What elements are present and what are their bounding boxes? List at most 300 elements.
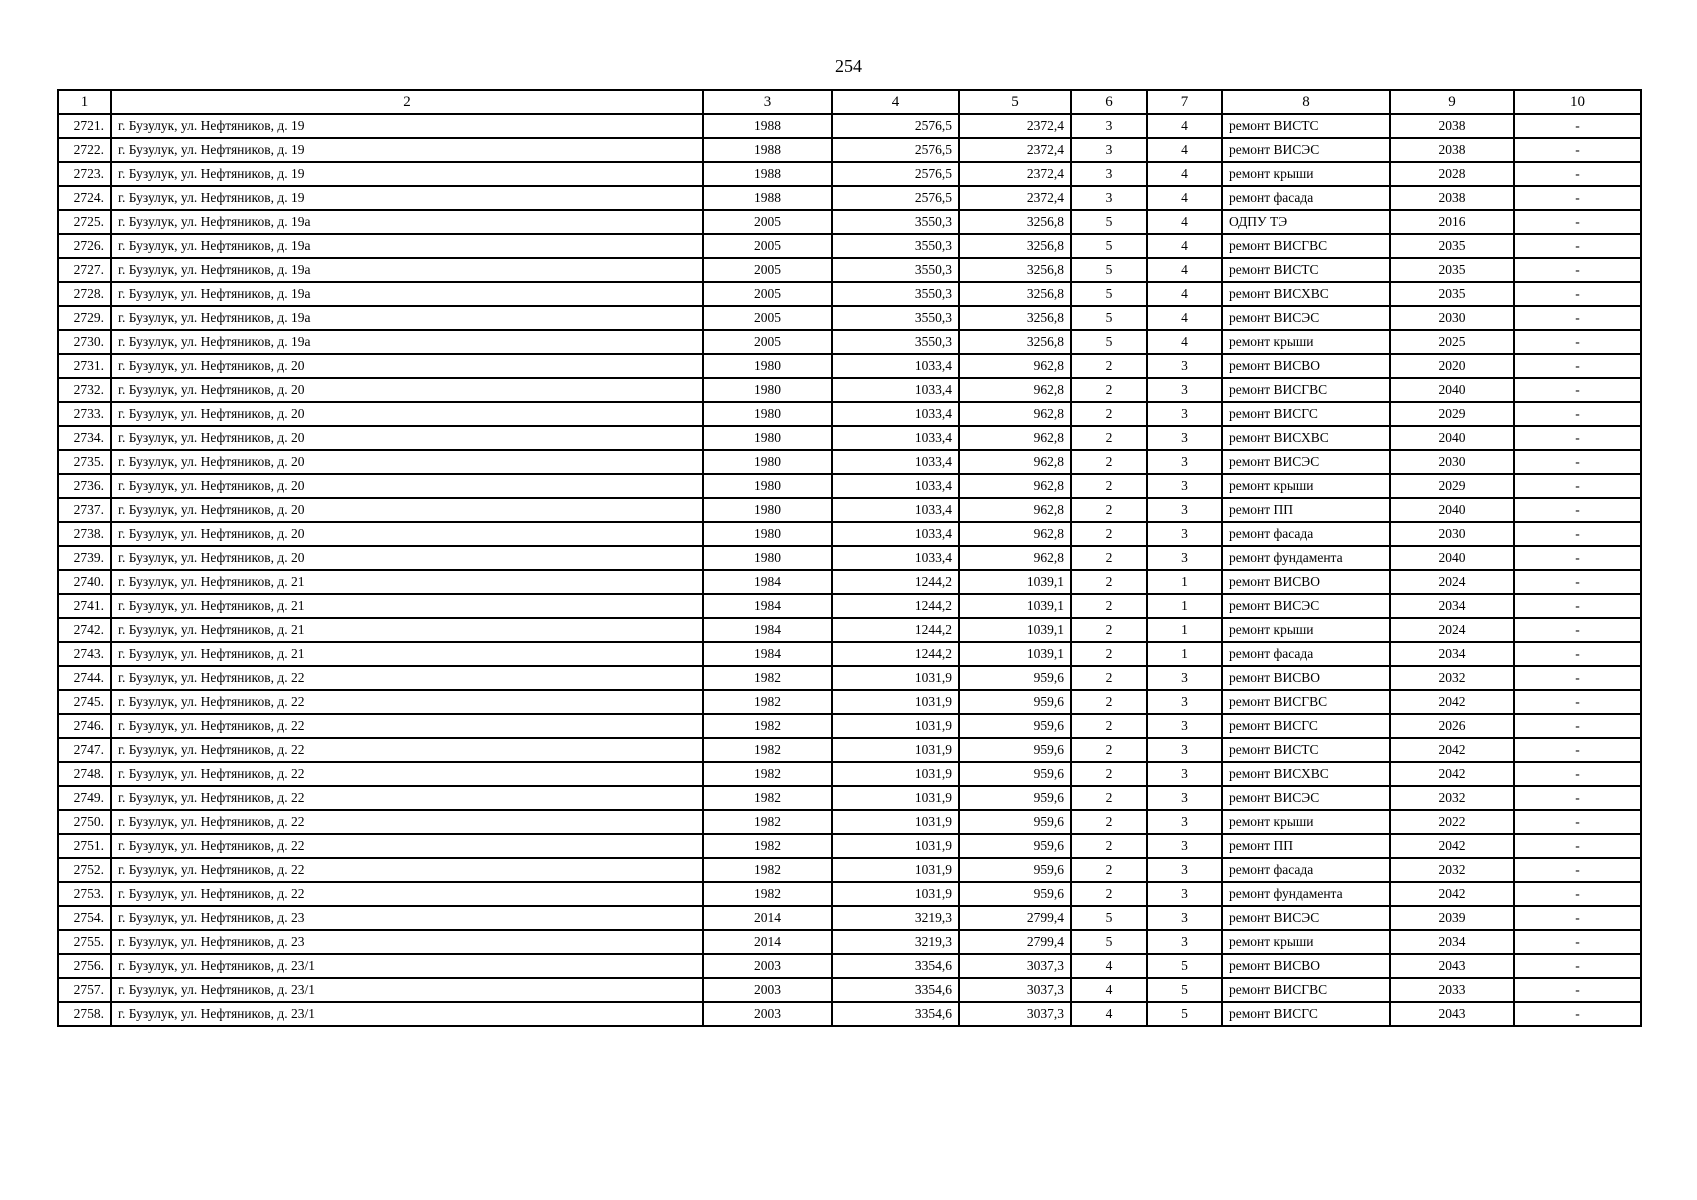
- cell-floors: 2: [1071, 834, 1147, 858]
- cell-living-area: 959,6: [959, 714, 1071, 738]
- cell-entrances: 4: [1147, 282, 1222, 306]
- table-row: [58, 258, 1641, 282]
- cell-entrances: 3: [1147, 738, 1222, 762]
- cell-note: -: [1514, 546, 1641, 570]
- cell-note: -: [1514, 474, 1641, 498]
- cell-note: -: [1514, 522, 1641, 546]
- cell-entrances: 3: [1147, 930, 1222, 954]
- cell-year-built: 2003: [703, 1002, 832, 1026]
- cell-note: -: [1514, 570, 1641, 594]
- cell-floors: 2: [1071, 498, 1147, 522]
- cell-entrances: 5: [1147, 978, 1222, 1002]
- cell-row-number: 2721.: [58, 114, 111, 138]
- cell-row-number: 2728.: [58, 282, 111, 306]
- cell-entrances: 4: [1147, 258, 1222, 282]
- cell-floors: 3: [1071, 186, 1147, 210]
- cell-total-area: 1031,9: [832, 690, 959, 714]
- cell-row-number: 2749.: [58, 786, 111, 810]
- cell-total-area: 2576,5: [832, 186, 959, 210]
- cell-row-number: 2732.: [58, 378, 111, 402]
- cell-work-type: ремонт крыши: [1222, 618, 1390, 642]
- cell-planned-year: 2032: [1390, 666, 1514, 690]
- cell-entrances: 1: [1147, 594, 1222, 618]
- cell-floors: 2: [1071, 858, 1147, 882]
- cell-total-area: 3219,3: [832, 906, 959, 930]
- cell-living-area: 3037,3: [959, 978, 1071, 1002]
- cell-living-area: 2372,4: [959, 138, 1071, 162]
- cell-living-area: 959,6: [959, 738, 1071, 762]
- table-row: [58, 402, 1641, 426]
- cell-row-number: 2753.: [58, 882, 111, 906]
- cell-living-area: 962,8: [959, 378, 1071, 402]
- cell-work-type: ремонт ВИСТС: [1222, 258, 1390, 282]
- cell-living-area: 3256,8: [959, 210, 1071, 234]
- table-row: [58, 498, 1641, 522]
- cell-work-type: ремонт ВИСГС: [1222, 1002, 1390, 1026]
- cell-address: г. Бузулук, ул. Нефтяников, д. 22: [111, 666, 703, 690]
- cell-total-area: 1244,2: [832, 642, 959, 666]
- cell-work-type: ремонт ВИСЭС: [1222, 306, 1390, 330]
- cell-row-number: 2758.: [58, 1002, 111, 1026]
- column-header: 9: [1390, 90, 1514, 114]
- cell-living-area: 3256,8: [959, 258, 1071, 282]
- table-row: [58, 306, 1641, 330]
- cell-total-area: 1033,4: [832, 378, 959, 402]
- cell-year-built: 2003: [703, 978, 832, 1002]
- cell-entrances: 3: [1147, 546, 1222, 570]
- cell-work-type: ремонт фундамента: [1222, 882, 1390, 906]
- cell-planned-year: 2043: [1390, 1002, 1514, 1026]
- cell-note: -: [1514, 210, 1641, 234]
- cell-address: г. Бузулук, ул. Нефтяников, д. 22: [111, 858, 703, 882]
- cell-work-type: ремонт ВИСЭС: [1222, 594, 1390, 618]
- cell-total-area: 3354,6: [832, 954, 959, 978]
- cell-planned-year: 2026: [1390, 714, 1514, 738]
- table-row: [58, 234, 1641, 258]
- cell-planned-year: 2024: [1390, 570, 1514, 594]
- cell-living-area: 959,6: [959, 834, 1071, 858]
- table-row: [58, 714, 1641, 738]
- cell-floors: 2: [1071, 762, 1147, 786]
- cell-work-type: ремонт фасада: [1222, 642, 1390, 666]
- cell-entrances: 4: [1147, 114, 1222, 138]
- cell-planned-year: 2030: [1390, 522, 1514, 546]
- cell-year-built: 1982: [703, 762, 832, 786]
- cell-year-built: 1980: [703, 378, 832, 402]
- cell-note: -: [1514, 282, 1641, 306]
- cell-address: г. Бузулук, ул. Нефтяников, д. 23: [111, 906, 703, 930]
- cell-total-area: 1244,2: [832, 594, 959, 618]
- cell-address: г. Бузулук, ул. Нефтяников, д. 20: [111, 546, 703, 570]
- cell-note: -: [1514, 1002, 1641, 1026]
- cell-address: г. Бузулук, ул. Нефтяников, д. 23: [111, 930, 703, 954]
- table-row: [58, 882, 1641, 906]
- cell-note: -: [1514, 762, 1641, 786]
- cell-floors: 2: [1071, 402, 1147, 426]
- column-header: 7: [1147, 90, 1222, 114]
- cell-work-type: ремонт ВИСЭС: [1222, 906, 1390, 930]
- cell-address: г. Бузулук, ул. Нефтяников, д. 19: [111, 114, 703, 138]
- cell-living-area: 2372,4: [959, 186, 1071, 210]
- cell-note: -: [1514, 738, 1641, 762]
- cell-row-number: 2722.: [58, 138, 111, 162]
- table-row: [58, 930, 1641, 954]
- cell-floors: 2: [1071, 570, 1147, 594]
- cell-address: г. Бузулук, ул. Нефтяников, д. 23/1: [111, 978, 703, 1002]
- cell-work-type: ремонт ВИСГВС: [1222, 378, 1390, 402]
- cell-planned-year: 2038: [1390, 114, 1514, 138]
- cell-entrances: 5: [1147, 954, 1222, 978]
- cell-year-built: 2005: [703, 330, 832, 354]
- cell-work-type: ремонт ВИСХВС: [1222, 426, 1390, 450]
- cell-floors: 2: [1071, 594, 1147, 618]
- cell-year-built: 1980: [703, 498, 832, 522]
- cell-year-built: 2005: [703, 306, 832, 330]
- cell-note: -: [1514, 402, 1641, 426]
- cell-entrances: 3: [1147, 474, 1222, 498]
- cell-entrances: 3: [1147, 786, 1222, 810]
- cell-floors: 4: [1071, 954, 1147, 978]
- cell-address: г. Бузулук, ул. Нефтяников, д. 20: [111, 450, 703, 474]
- table-row: [58, 738, 1641, 762]
- cell-note: -: [1514, 666, 1641, 690]
- cell-floors: 2: [1071, 522, 1147, 546]
- cell-work-type: ремонт фасада: [1222, 858, 1390, 882]
- cell-note: -: [1514, 978, 1641, 1002]
- cell-living-area: 2799,4: [959, 906, 1071, 930]
- column-header: 6: [1071, 90, 1147, 114]
- cell-year-built: 2014: [703, 930, 832, 954]
- cell-entrances: 3: [1147, 426, 1222, 450]
- cell-floors: 3: [1071, 162, 1147, 186]
- cell-entrances: 4: [1147, 162, 1222, 186]
- cell-living-area: 962,8: [959, 546, 1071, 570]
- cell-entrances: 3: [1147, 810, 1222, 834]
- cell-address: г. Бузулук, ул. Нефтяников, д. 19: [111, 186, 703, 210]
- cell-work-type: ремонт ВИСТС: [1222, 114, 1390, 138]
- table-row: [58, 522, 1641, 546]
- cell-living-area: 959,6: [959, 666, 1071, 690]
- cell-floors: 5: [1071, 306, 1147, 330]
- cell-note: -: [1514, 642, 1641, 666]
- cell-row-number: 2744.: [58, 666, 111, 690]
- cell-floors: 4: [1071, 978, 1147, 1002]
- table-row: [58, 690, 1641, 714]
- cell-floors: 2: [1071, 450, 1147, 474]
- cell-floors: 2: [1071, 666, 1147, 690]
- cell-work-type: ремонт крыши: [1222, 930, 1390, 954]
- cell-note: -: [1514, 186, 1641, 210]
- cell-work-type: ремонт ВИСГС: [1222, 402, 1390, 426]
- cell-work-type: ремонт ВИСЭС: [1222, 786, 1390, 810]
- cell-floors: 2: [1071, 714, 1147, 738]
- cell-year-built: 1984: [703, 642, 832, 666]
- cell-note: -: [1514, 354, 1641, 378]
- cell-row-number: 2727.: [58, 258, 111, 282]
- table-row: [58, 954, 1641, 978]
- cell-entrances: 3: [1147, 498, 1222, 522]
- cell-total-area: 3550,3: [832, 282, 959, 306]
- cell-living-area: 959,6: [959, 858, 1071, 882]
- cell-floors: 2: [1071, 786, 1147, 810]
- cell-work-type: ремонт ВИСЭС: [1222, 138, 1390, 162]
- cell-row-number: 2733.: [58, 402, 111, 426]
- cell-row-number: 2736.: [58, 474, 111, 498]
- cell-total-area: 2576,5: [832, 162, 959, 186]
- table-row: [58, 978, 1641, 1002]
- cell-total-area: 1031,9: [832, 786, 959, 810]
- cell-living-area: 962,8: [959, 354, 1071, 378]
- cell-note: -: [1514, 330, 1641, 354]
- cell-work-type: ОДПУ ТЭ: [1222, 210, 1390, 234]
- cell-floors: 2: [1071, 618, 1147, 642]
- cell-note: -: [1514, 450, 1641, 474]
- cell-planned-year: 2032: [1390, 786, 1514, 810]
- table-row: [58, 810, 1641, 834]
- table-row: [58, 162, 1641, 186]
- cell-note: -: [1514, 618, 1641, 642]
- table-body: [58, 114, 1641, 1026]
- cell-work-type: ремонт ВИСГВС: [1222, 234, 1390, 258]
- cell-row-number: 2738.: [58, 522, 111, 546]
- cell-year-built: 1982: [703, 666, 832, 690]
- cell-address: г. Бузулук, ул. Нефтяников, д. 23/1: [111, 954, 703, 978]
- table-row: [58, 450, 1641, 474]
- cell-address: г. Бузулук, ул. Нефтяников, д. 20: [111, 378, 703, 402]
- cell-planned-year: 2034: [1390, 642, 1514, 666]
- cell-entrances: 4: [1147, 234, 1222, 258]
- cell-year-built: 1984: [703, 618, 832, 642]
- cell-year-built: 1988: [703, 162, 832, 186]
- cell-total-area: 3550,3: [832, 234, 959, 258]
- table-row: [58, 618, 1641, 642]
- table-row: [58, 354, 1641, 378]
- cell-living-area: 959,6: [959, 690, 1071, 714]
- cell-total-area: 1244,2: [832, 618, 959, 642]
- table-row: [58, 786, 1641, 810]
- cell-address: г. Бузулук, ул. Нефтяников, д. 21: [111, 570, 703, 594]
- cell-note: -: [1514, 162, 1641, 186]
- cell-year-built: 1982: [703, 882, 832, 906]
- cell-year-built: 1980: [703, 522, 832, 546]
- cell-total-area: 1033,4: [832, 498, 959, 522]
- cell-note: -: [1514, 786, 1641, 810]
- cell-row-number: 2730.: [58, 330, 111, 354]
- cell-planned-year: 2028: [1390, 162, 1514, 186]
- cell-floors: 2: [1071, 354, 1147, 378]
- cell-row-number: 2750.: [58, 810, 111, 834]
- cell-living-area: 962,8: [959, 402, 1071, 426]
- cell-year-built: 1984: [703, 594, 832, 618]
- cell-entrances: 4: [1147, 138, 1222, 162]
- table-row: [58, 642, 1641, 666]
- table-row: [58, 570, 1641, 594]
- cell-entrances: 1: [1147, 570, 1222, 594]
- cell-floors: 3: [1071, 114, 1147, 138]
- column-header: 1: [58, 90, 111, 114]
- cell-address: г. Бузулук, ул. Нефтяников, д. 19а: [111, 258, 703, 282]
- cell-row-number: 2731.: [58, 354, 111, 378]
- cell-work-type: ремонт ВИСТС: [1222, 738, 1390, 762]
- column-header: 4: [832, 90, 959, 114]
- cell-address: г. Бузулук, ул. Нефтяников, д. 19а: [111, 210, 703, 234]
- cell-planned-year: 2032: [1390, 858, 1514, 882]
- cell-work-type: ремонт ВИСВО: [1222, 570, 1390, 594]
- cell-planned-year: 2042: [1390, 834, 1514, 858]
- cell-total-area: 1031,9: [832, 810, 959, 834]
- cell-living-area: 3037,3: [959, 954, 1071, 978]
- cell-entrances: 3: [1147, 402, 1222, 426]
- cell-floors: 2: [1071, 642, 1147, 666]
- cell-planned-year: 2040: [1390, 378, 1514, 402]
- table-row: [58, 210, 1641, 234]
- cell-entrances: 3: [1147, 762, 1222, 786]
- cell-total-area: 2576,5: [832, 114, 959, 138]
- cell-living-area: 3256,8: [959, 234, 1071, 258]
- cell-floors: 2: [1071, 474, 1147, 498]
- cell-row-number: 2757.: [58, 978, 111, 1002]
- cell-entrances: 1: [1147, 618, 1222, 642]
- cell-planned-year: 2035: [1390, 234, 1514, 258]
- cell-floors: 4: [1071, 1002, 1147, 1026]
- cell-living-area: 962,8: [959, 450, 1071, 474]
- cell-year-built: 1980: [703, 546, 832, 570]
- cell-planned-year: 2038: [1390, 138, 1514, 162]
- cell-planned-year: 2020: [1390, 354, 1514, 378]
- cell-total-area: 1033,4: [832, 546, 959, 570]
- cell-year-built: 1982: [703, 786, 832, 810]
- cell-floors: 2: [1071, 882, 1147, 906]
- cell-work-type: ремонт ПП: [1222, 498, 1390, 522]
- cell-planned-year: 2030: [1390, 450, 1514, 474]
- cell-row-number: 2752.: [58, 858, 111, 882]
- cell-address: г. Бузулук, ул. Нефтяников, д. 22: [111, 738, 703, 762]
- cell-year-built: 1980: [703, 474, 832, 498]
- cell-entrances: 3: [1147, 906, 1222, 930]
- cell-note: -: [1514, 954, 1641, 978]
- cell-planned-year: 2042: [1390, 882, 1514, 906]
- cell-note: -: [1514, 498, 1641, 522]
- cell-living-area: 962,8: [959, 498, 1071, 522]
- cell-planned-year: 2040: [1390, 546, 1514, 570]
- cell-living-area: 1039,1: [959, 642, 1071, 666]
- cell-address: г. Бузулук, ул. Нефтяников, д. 20: [111, 498, 703, 522]
- table-row: [58, 666, 1641, 690]
- cell-floors: 2: [1071, 738, 1147, 762]
- cell-planned-year: 2033: [1390, 978, 1514, 1002]
- cell-planned-year: 2040: [1390, 426, 1514, 450]
- cell-living-area: 959,6: [959, 786, 1071, 810]
- cell-planned-year: 2040: [1390, 498, 1514, 522]
- cell-note: -: [1514, 138, 1641, 162]
- cell-total-area: 1033,4: [832, 426, 959, 450]
- cell-work-type: ремонт ВИСГВС: [1222, 690, 1390, 714]
- cell-row-number: 2737.: [58, 498, 111, 522]
- cell-planned-year: 2030: [1390, 306, 1514, 330]
- cell-address: г. Бузулук, ул. Нефтяников, д. 22: [111, 690, 703, 714]
- cell-year-built: 1984: [703, 570, 832, 594]
- cell-living-area: 962,8: [959, 474, 1071, 498]
- cell-entrances: 3: [1147, 834, 1222, 858]
- cell-address: г. Бузулук, ул. Нефтяников, д. 22: [111, 834, 703, 858]
- cell-work-type: ремонт ВИСХВС: [1222, 282, 1390, 306]
- cell-total-area: 1033,4: [832, 402, 959, 426]
- table-row: [58, 138, 1641, 162]
- cell-total-area: 1031,9: [832, 834, 959, 858]
- column-header: 10: [1514, 90, 1641, 114]
- cell-floors: 5: [1071, 906, 1147, 930]
- cell-planned-year: 2024: [1390, 618, 1514, 642]
- cell-note: -: [1514, 906, 1641, 930]
- cell-planned-year: 2042: [1390, 690, 1514, 714]
- cell-total-area: 3550,3: [832, 258, 959, 282]
- cell-living-area: 1039,1: [959, 594, 1071, 618]
- cell-note: -: [1514, 114, 1641, 138]
- cell-living-area: 2799,4: [959, 930, 1071, 954]
- cell-year-built: 1980: [703, 450, 832, 474]
- cell-year-built: 2005: [703, 210, 832, 234]
- cell-row-number: 2754.: [58, 906, 111, 930]
- table-row: [58, 858, 1641, 882]
- cell-note: -: [1514, 378, 1641, 402]
- cell-row-number: 2723.: [58, 162, 111, 186]
- cell-address: г. Бузулук, ул. Нефтяников, д. 19а: [111, 234, 703, 258]
- cell-note: -: [1514, 426, 1641, 450]
- cell-total-area: 1031,9: [832, 666, 959, 690]
- cell-year-built: 1982: [703, 810, 832, 834]
- cell-entrances: 5: [1147, 1002, 1222, 1026]
- cell-floors: 2: [1071, 690, 1147, 714]
- cell-address: г. Бузулук, ул. Нефтяников, д. 21: [111, 594, 703, 618]
- cell-note: -: [1514, 714, 1641, 738]
- cell-address: г. Бузулук, ул. Нефтяников, д. 20: [111, 354, 703, 378]
- cell-floors: 5: [1071, 234, 1147, 258]
- cell-total-area: 1033,4: [832, 450, 959, 474]
- column-header: 2: [111, 90, 703, 114]
- cell-work-type: ремонт ВИСХВС: [1222, 762, 1390, 786]
- cell-planned-year: 2035: [1390, 282, 1514, 306]
- cell-entrances: 3: [1147, 354, 1222, 378]
- cell-planned-year: 2016: [1390, 210, 1514, 234]
- cell-planned-year: 2042: [1390, 738, 1514, 762]
- cell-row-number: 2740.: [58, 570, 111, 594]
- cell-year-built: 1988: [703, 114, 832, 138]
- cell-total-area: 3550,3: [832, 306, 959, 330]
- cell-living-area: 959,6: [959, 882, 1071, 906]
- cell-year-built: 2005: [703, 234, 832, 258]
- cell-total-area: 2576,5: [832, 138, 959, 162]
- cell-total-area: 1031,9: [832, 858, 959, 882]
- cell-living-area: 2372,4: [959, 114, 1071, 138]
- cell-floors: 5: [1071, 210, 1147, 234]
- cell-total-area: 1033,4: [832, 474, 959, 498]
- cell-row-number: 2751.: [58, 834, 111, 858]
- cell-year-built: 1982: [703, 714, 832, 738]
- cell-row-number: 2741.: [58, 594, 111, 618]
- page-number: 254: [835, 56, 862, 76]
- cell-row-number: 2748.: [58, 762, 111, 786]
- cell-row-number: 2747.: [58, 738, 111, 762]
- cell-address: г. Бузулук, ул. Нефтяников, д. 21: [111, 642, 703, 666]
- cell-planned-year: 2029: [1390, 402, 1514, 426]
- cell-total-area: 3219,3: [832, 930, 959, 954]
- table-row: [58, 330, 1641, 354]
- cell-floors: 2: [1071, 378, 1147, 402]
- cell-planned-year: 2025: [1390, 330, 1514, 354]
- table-row: [58, 474, 1641, 498]
- cell-work-type: ремонт ПП: [1222, 834, 1390, 858]
- cell-note: -: [1514, 594, 1641, 618]
